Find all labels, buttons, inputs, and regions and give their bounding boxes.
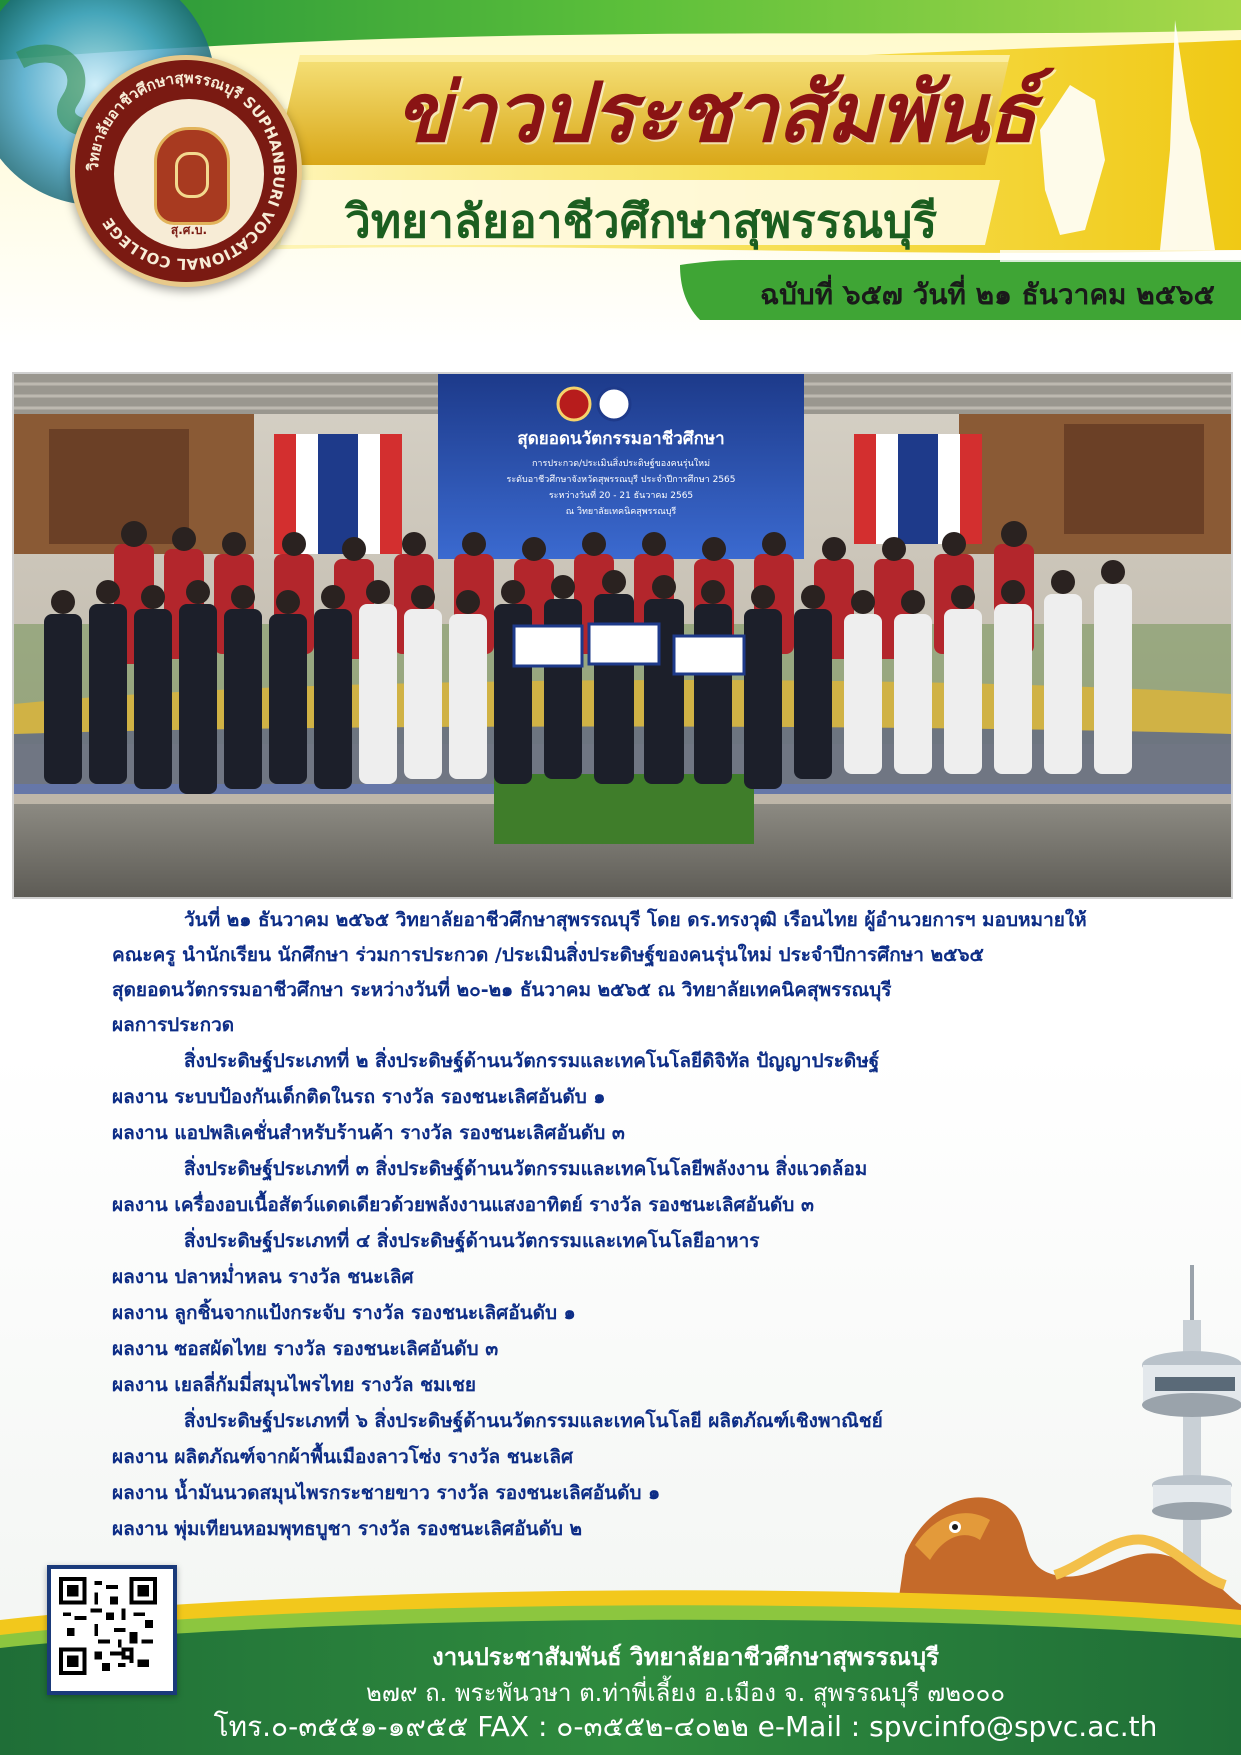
newsletter-title: ข่าวประชาสัมพันธ์ <box>395 66 1037 161</box>
screen-line-2: ระดับอาชีวศึกษาจังหวัดสุพรรณบุรี ประจำปีการศึกษา 2565 <box>506 475 736 485</box>
screen-line-3: ระหว่างวันที่ 20 - 21 ธันวาคม 2565 <box>548 491 694 501</box>
screen-line-1: การประกวด/ประเมินสิ่งประดิษฐ์ของคนรุ่นใหม่ <box>531 459 711 469</box>
footer-address: ๒๗๙ ถ. พระพันวษา ต.ท่าพี่เลี้ยง อ.เมือง จ. สุพรรณบุรี ๗๒๐๐๐ <box>366 1679 1005 1707</box>
college-name: วิทยาลัยอาชีวศึกษาสุพรรณบุรี <box>345 194 938 248</box>
article-line: สุดยอดนวัตกรรมอาชีวศึกษา ระหว่างวันที่ ๒๐-๒๑ ธันวาคม ๒๕๖๕ ณ วิทยาลัยเทคนิคสุพรรณบุรี <box>112 979 892 1001</box>
footer-contact: โทร.๐-๓๕๕๑-๑๙๕๕ FAX : ๐-๓๕๕๒-๔๐๒๒ e-Mail : spvcinfo@spvc.ac.th <box>213 1710 1158 1743</box>
logo-emblem-field <box>111 96 267 252</box>
footer-org: งานประชาสัมพันธ์ วิทยาลัยอาชีวศึกษาสุพรรณบุรี <box>431 1643 940 1671</box>
result-line: ผลงาน พุ่มเทียนหอมพุทธบูชา รางวัล รองชนะเลิศอันดับ ๒ <box>112 1518 583 1540</box>
result-line: ผลงาน เครื่องอบเนื้อสัตว์แดดเดียวด้วยพลังงานแสงอาทิตย์ รางวัล รองชนะเลิศอันดับ ๓ <box>112 1194 814 1216</box>
group-photo <box>12 372 1233 899</box>
group-photo-scene <box>14 374 1231 897</box>
result-line: ผลงาน เยลลี่กัมมี่สมุนไพรไทย รางวัล ชมเชย <box>112 1374 477 1396</box>
article-line: วันที่ ๒๑ ธันวาคม ๒๕๖๕ วิทยาลัยอาชีวศึกษาสุพรรณบุรี โดย ดร.ทรงวุฒิ เรือนไทย ผู้อำนวยการฯ มอบหมายให้ <box>184 909 1087 931</box>
result-line: ผลงาน ผลิตภัณฑ์จากผ้าพื้นเมืองลาวโซ่ง รางวัล ชนะเลิศ <box>112 1446 574 1468</box>
results-heading: ผลการประกวด <box>112 1014 235 1036</box>
category-heading: สิ่งประดิษฐ์ประเภทที่ ๖ สิ่งประดิษฐ์ด้านนวัตกรรมและเทคโนโลยี ผลิตภัณฑ์เชิงพาณิชย์ <box>184 1410 883 1432</box>
result-line: ผลงาน ซอสผัดไทย รางวัล รองชนะเลิศอันดับ ๓ <box>112 1338 499 1360</box>
result-line: ผลงาน ระบบป้องกันเด็กติดในรถ รางวัล รองชนะเลิศอันดับ ๑ <box>112 1086 606 1108</box>
issue-line: ฉบับที่ ๖๕๗ วันที่ ๒๑ ธันวาคม ๒๕๖๕ <box>760 278 1215 311</box>
category-heading: สิ่งประดิษฐ์ประเภทที่ ๓ สิ่งประดิษฐ์ด้านนวัตกรรมและเทคโนโลยีพลังงาน สิ่งแวดล้อม <box>184 1158 868 1180</box>
logo-ring-label: วิทยาลัยอาชีวศึกษาสุพรรณบุรี SUPHANBURI VOCATIONAL COLLEGE <box>83 68 289 274</box>
lamp-emblem-icon <box>154 127 230 225</box>
screen-title: สุดยอดนวัตกรรมอาชีวศึกษา <box>517 429 725 449</box>
article-line: คณะครู นำนักเรียน นักศึกษา ร่วมการประกวด /ประเมินสิ่งประดิษฐ์ของคนรุ่นใหม่ ประจำปีการศึกษา ๒๕๖๕ <box>112 944 984 966</box>
category-heading: สิ่งประดิษฐ์ประเภทที่ ๒ สิ่งประดิษฐ์ด้านนวัตกรรมและเทคโนโลยีดิจิทัล ปัญญาประดิษฐ์ <box>184 1050 880 1072</box>
category-heading: สิ่งประดิษฐ์ประเภทที่ ๔ สิ่งประดิษฐ์ด้านนวัตกรรมและเทคโนโลยีอาหาร <box>184 1230 760 1252</box>
result-line: ผลงาน ปลาหม่ำหลน รางวัล ชนะเลิศ <box>112 1266 414 1288</box>
screen-line-4: ณ วิทยาลัยเทคนิคสุพรรณบุรี <box>565 507 677 517</box>
logo-abbrev: สุ.ศ.บ. <box>170 223 208 237</box>
result-line: ผลงาน น้ำมันนวดสมุนไพรกระชายขาว รางวัล รองชนะเลิศอันดับ ๑ <box>112 1482 661 1504</box>
result-line: ผลงาน แอปพลิเคชั่นสำหรับร้านค้า รางวัล รองชนะเลิศอันดับ ๓ <box>112 1122 625 1144</box>
result-line: ผลงาน ลูกชิ้นจากแป้งกระจับ รางวัล รองชนะเลิศอันดับ ๑ <box>112 1302 576 1324</box>
college-logo <box>70 55 302 287</box>
